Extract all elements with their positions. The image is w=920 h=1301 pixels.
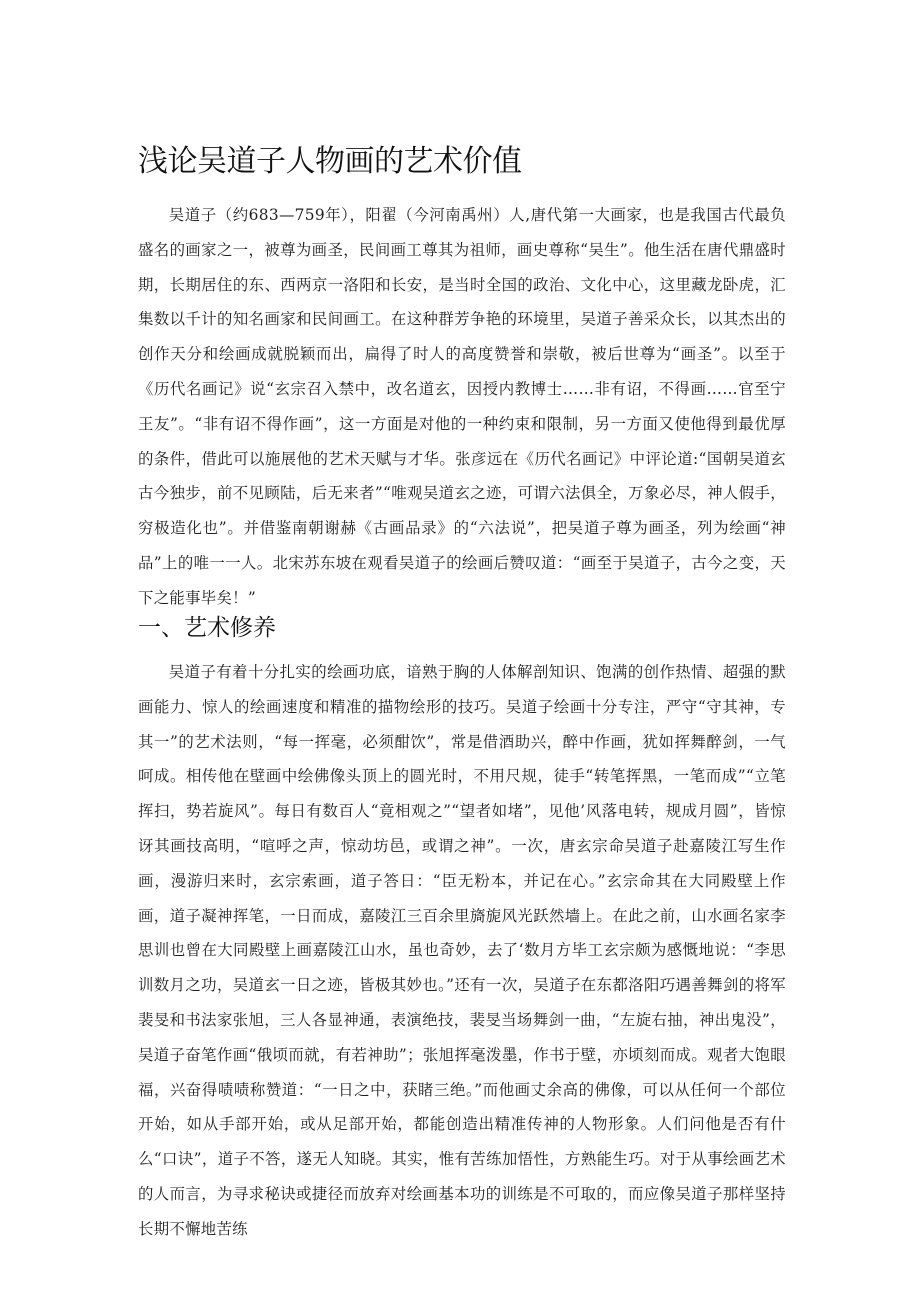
section-heading-art-cultivation: 一、艺术修养 xyxy=(138,615,276,641)
document-title: 浅论吴道子人物画的艺术价值 xyxy=(138,144,522,179)
intro-paragraph: 吴道子（约683—759年），阳翟（今河南禹州）人,唐代第一大画家，也是我国古代最负盛名的画家之一，被尊为画圣，民间画工尊其为祖师，画史尊称“吴生”。他生活在唐代鼎盛时期，长期居住的东、西两京一洛阳和长安，是当时全国的政治、文化中心，这里藏龙卧虎，汇集数以千计的知名画家和民间画工。在这种群芳争艳的环境里，吴道子善采众长，以其杰出的创作天分和绘画成就脱颖而出，扁得了时人的高度赞誉和崇敬，被后世尊为“画圣”。以至于《历代名画记》说“玄宗召入禁中，改名道玄，因授内教博士……非有诏，不得画……官至宁王友”。“非有诏不得作画”，这一方面是对他的一种约束和限制，另一方面又使他得到最优厚的条件，借此可以施展他的艺术天赋与才华。张彦远在《历代名画记》中评论道:“国朝吴道玄古今独步，前不见顾陆，后无来者”“唯观吴道玄之迹，可谓六法俱全，万象必尽，神人假手，穷极造化也”。并借鉴南朝谢赫《古画品录》的“六法说”，把吴道子尊为画圣，列为绘画“神品”上的唯一一人。北宋苏东坡在观看吴道子的绘画后赞叹道：“画至于吴道子，古今之变，天下之能事毕矣！” xyxy=(138,206,786,607)
section-paragraph-art-cultivation: 吴道子有着十分扎实的绘画功底，谙熟于胸的人体解剖知识、饱满的创作热情、超强的默画能力、惊人的绘画速度和精准的描物绘形的技巧。吴道子绘画十分专注，严守“守其神，专其一”的艺术法则，“每一挥毫，必须酣饮”，常是借酒助兴，醉中作画，犹如挥舞醉剑，一气呵成。相传他在壁画中绘佛像头顶上的圆光时，不用尺规，徒手“转笔挥黑，一笔而成”“立笔挥扫，势若旋风”。每日有数百人“竟相观之”“望者如堵”，见他’风落电转，规成月圆”，皆惊讶其画技高明，“喧呼之声，惊动坊邑，或谓之神”。一次，唐玄宗命吴道子赴嘉陵江写生作画，漫游归来时，玄宗索画，道子答日：“臣无粉本，并记在心。”玄宗命其在大同殿壁上作画，道子凝神挥笔，一日而成，嘉陵江三百余里旖旎风光跃然墙上。在此之前，山水画名家李思训也曾在大同殿壁上画嘉陵江山水，虽也奇妙，去了‘数月方毕工玄宗颇为感慨地说：“李思训数月之功，吴道玄一日之迹，皆极其妙也。”还有一次，吴道子在东都洛阳巧遇善舞剑的将军裴旻和书法家张旭，三人各显神通，表演绝技，裴旻当场舞剑一曲，“左旋右抽，神出鬼没”，吴道子奋笔作画“俄顷而就，有若神助”；张旭挥毫泼墨，作书于壁，亦顷刻而成。观者大饱眼福，兴奋得啧啧称赞道：“一日之中，获睹三绝。”而他画丈余高的佛像，可以从任何一个部位开始，如从手部开始，或从足部开始，都能创造出精准传神的人物形象。人们问他是否有什么“口诀”，道子不答，遂无人知晓。其实，惟有苦练加悟性，方熟能生巧。对于从事绘画艺术的人而言，为寻求秘诀或捷径而放弃对绘画基本功的训练是不可取的，而应像吴道子那样坚持长期不懈地苦练 xyxy=(138,663,786,1238)
